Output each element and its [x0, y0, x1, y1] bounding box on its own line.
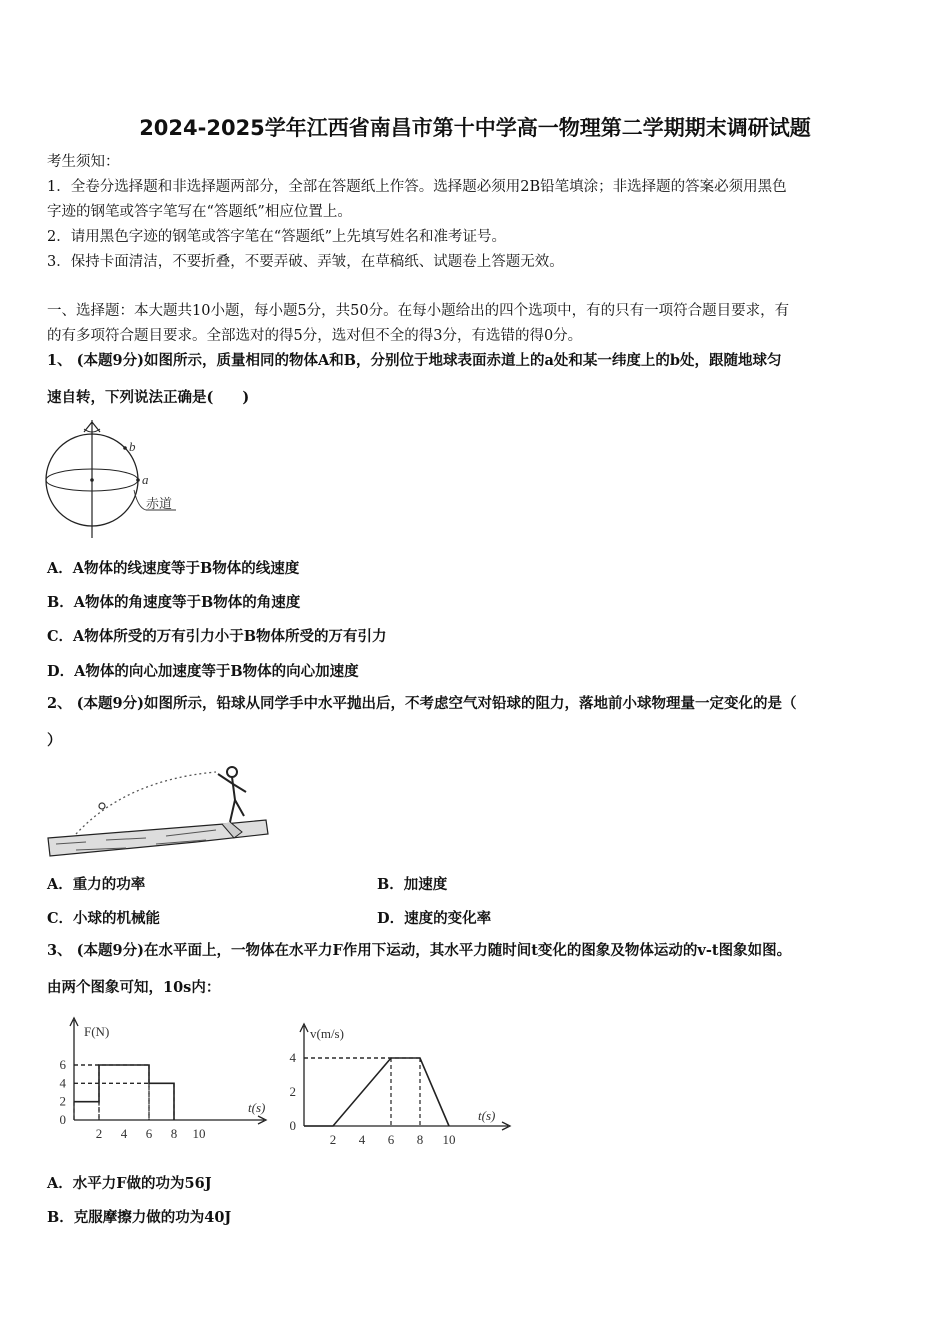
- section-intro-line-2: 的有多项符合题目要求。全部选对的得5分，选对但不全的得3分，有选错的得0分。: [47, 328, 583, 344]
- f-x-tick-8: 8: [170, 1126, 178, 1141]
- notice-item-1-line-2: 字迹的钢笔或答字笔写在“答题纸”相应位置上。: [47, 204, 352, 220]
- q2-option-a[interactable]: A．重力的功率: [47, 876, 146, 893]
- v-x-tick-6: 6: [387, 1132, 395, 1147]
- trajectory-path: [76, 772, 216, 834]
- f-x-tick-2: 2: [95, 1126, 103, 1141]
- q3-stem-line-1: 3、 (本题9分)在水平面上，一物体在水平力F作用下运动，其水平力随时间t变化的图象及物体运动的v-t图象如图。: [47, 942, 792, 959]
- v-x-label: t(s): [478, 1108, 496, 1123]
- f-x-tick-10: 10: [192, 1126, 206, 1141]
- f-y-tick-4: 4: [59, 1075, 66, 1091]
- force-time-chart: [52, 1014, 274, 1144]
- q3-option-b[interactable]: B．克服摩擦力做的功为40J: [47, 1209, 232, 1226]
- section-intro-line-1: 一、选择题：本大题共10小题，每小题5分，共50分。在每小题给出的四个选项中，有的只有一项符合题目要求，有: [47, 303, 790, 319]
- f-y-tick-2: 2: [59, 1093, 66, 1109]
- f-series-line: [74, 1065, 174, 1120]
- q2-stem-line-1: 2、 (本题9分)如图所示，铅球从同学手中水平抛出后，不考虑空气对铅球的阻力，落地前小球物理量一定变化的是（: [47, 695, 797, 712]
- v-x-tick-10: 10: [442, 1132, 456, 1147]
- v-y-tick-2: 2: [289, 1084, 296, 1099]
- q2-option-b[interactable]: B．加速度: [377, 876, 448, 893]
- q1-stem-line-1: 1、 (本题9分)如图所示，质量相同的物体A和B，分别位于地球表面赤道上的a处和某一纬度上的b处，跟随地球匀: [47, 352, 782, 369]
- f-y-tick-0: 0: [59, 1112, 66, 1127]
- f-y-tick-6: 6: [59, 1057, 66, 1072]
- label-equator: 赤道: [146, 496, 173, 511]
- point-a: [136, 478, 140, 482]
- shot-put-figure: [46, 760, 272, 860]
- q1-option-d[interactable]: D．A物体的向心加速度等于B物体的向心加速度: [47, 663, 359, 680]
- f-x-tick-4: 4: [120, 1126, 128, 1141]
- q3-option-a[interactable]: A．水平力F做的功为56J: [47, 1175, 212, 1192]
- notice-item-2: 2．请用黑色字迹的钢笔或答字笔在“答题纸”上先填写姓名和准考证号。: [47, 229, 507, 245]
- q2-option-c[interactable]: C．小球的机械能: [47, 910, 161, 927]
- f-x-tick-6: 6: [145, 1126, 153, 1141]
- q1-stem-line-2: 速自转，下列说法正确是( ): [47, 389, 250, 406]
- v-x-tick-4: 4: [358, 1132, 366, 1147]
- shot-ball: [99, 803, 105, 809]
- earth-rotation-figure: [40, 418, 180, 540]
- q3-stem-line-2: 由两个图象可知，10s内：: [47, 979, 221, 996]
- q2-stem-line-2: ）: [47, 732, 62, 749]
- q1-option-a[interactable]: A．A物体的线速度等于B物体的线速度: [47, 560, 300, 577]
- q1-option-b[interactable]: B．A物体的角速度等于B物体的角速度: [47, 594, 301, 611]
- label-a: a: [142, 472, 149, 487]
- notice-item-1-line-1: 1．全卷分选择题和非选择题两部分，全部在答题纸上作答。选择题必须用2B铅笔填涂；非选择题的答案必须用黑色: [47, 179, 787, 195]
- ground: [48, 820, 268, 856]
- point-b: [123, 446, 127, 450]
- v-y-tick-4: 4: [289, 1050, 296, 1065]
- v-x-tick-8: 8: [416, 1132, 424, 1147]
- q1-option-c[interactable]: C．A物体所受的万有引力小于B物体所受的万有引力: [47, 628, 387, 645]
- v-x-tick-2: 2: [329, 1132, 337, 1147]
- f-y-label: F(N): [84, 1024, 110, 1039]
- label-b: b: [129, 439, 136, 454]
- velocity-time-chart: [282, 1020, 518, 1150]
- v-y-label: v(m/s): [310, 1026, 344, 1041]
- notice-heading: 考生须知：: [47, 154, 120, 170]
- thrower-figure: [218, 767, 246, 822]
- notice-item-3: 3．保持卡面清洁，不要折叠，不要弄破、弄皱，在草稿纸、试题卷上答题无效。: [47, 254, 564, 270]
- page-title: 2024-2025学年江西省南昌市第十中学高一物理第二学期期末调研试题: [139, 116, 811, 140]
- v-series-line: [304, 1058, 449, 1126]
- f-x-label: t(s): [248, 1100, 266, 1115]
- v-y-tick-0: 0: [289, 1118, 296, 1133]
- q2-option-d[interactable]: D．速度的变化率: [377, 910, 492, 927]
